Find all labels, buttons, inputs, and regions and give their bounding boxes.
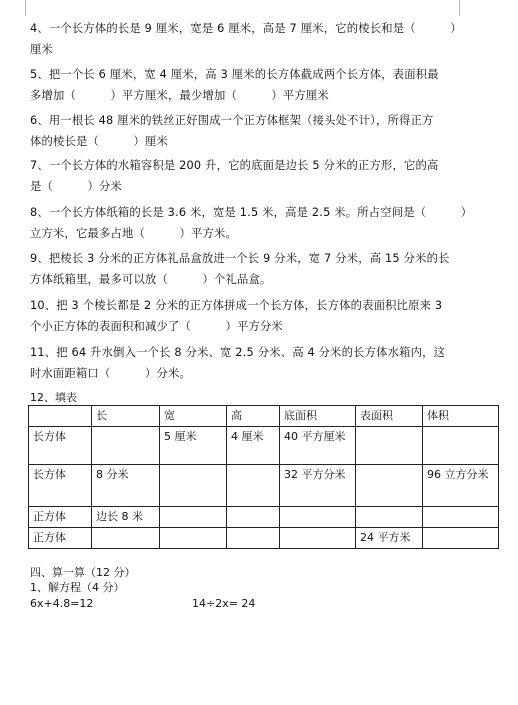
top-left-crop-mark (25, 0, 26, 16)
table-cell (227, 507, 280, 528)
question-line: 5、把一个长 6 厘米，宽 4 厘米，高 3 厘米的长方体截成两个长方体，表面积最 (30, 68, 439, 81)
question-9 (30, 248, 492, 290)
question-line: 时水面距箱口（ ）分米。 (30, 367, 191, 380)
question-4 (30, 18, 492, 60)
question-line: 个小正方体的表面积和减少了（ ）平方分米 (30, 320, 283, 333)
question-line: 厘米 (30, 43, 53, 56)
question-6 (30, 110, 492, 152)
table-cell (356, 507, 423, 528)
question-11 (30, 342, 492, 384)
table-cell: 24 平方米 (356, 528, 423, 549)
question-line: 方体纸箱里，最多可以放（ ）个礼品盒。 (30, 273, 272, 286)
question-10 (30, 295, 492, 337)
table-cell (160, 507, 227, 528)
section-4-title: 四、算一算（12 分） (30, 566, 136, 579)
table-cell (227, 465, 280, 507)
table-cell (92, 427, 160, 465)
table-row (29, 465, 499, 507)
table-cell: 40 平方厘米 (280, 427, 356, 465)
table-cell (160, 465, 227, 507)
fill-in-table (28, 405, 499, 549)
question-line: 6、用一根长 48 厘米的铁丝正好围成一个正方体框架（接头处不计），所得正方 (30, 114, 434, 127)
table-cell (356, 427, 423, 465)
table-row (29, 427, 499, 465)
table-cell: 4 厘米 (227, 427, 280, 465)
table-cell: 长方体 (29, 427, 92, 465)
table-cell: 5 厘米 (160, 427, 227, 465)
section-4-subtitle: 1、解方程（4 分） (30, 581, 125, 594)
question-7 (30, 155, 492, 197)
question-5 (30, 64, 492, 106)
table-header-cell: 长 (92, 406, 160, 427)
equation-2: 14÷2x= 24 (192, 597, 256, 610)
question-line: 10、把 3 个棱长都是 2 分米的正方体拼成一个长方体，长方体的表面积比原来 3 (30, 299, 443, 312)
table-cell: 正方体 (29, 528, 92, 549)
table-cell (423, 507, 499, 528)
table-title: 12、填表 (30, 391, 77, 404)
table-cell: 32 平方分米 (280, 465, 356, 507)
question-line: 7、一个长方体的水箱容积是 200 升，它的底面是边长 5 分米的正方形，它的高 (30, 159, 439, 172)
table-cell (280, 507, 356, 528)
question-line: 8、一个长方体纸箱的长是 3.6 米，宽是 1.5 米，高是 2.5 米。所占空间是（ ） (30, 206, 473, 219)
table-cell: 长方体 (29, 465, 92, 507)
table-row (29, 507, 499, 528)
table-cell (356, 465, 423, 507)
question-line: 是（ ）分米 (30, 180, 122, 193)
table-cell: 正方体 (29, 507, 92, 528)
question-8 (30, 202, 492, 244)
question-line: 9、把棱长 3 分米的正方体礼品盒放进一个长 9 分米，宽 7 分米，高 15 分米的长 (30, 252, 450, 265)
table-cell (160, 528, 227, 549)
table-cell (227, 528, 280, 549)
table-row (29, 528, 499, 549)
table-header-row (29, 406, 499, 427)
question-line: 11、把 64 升水倒入一个长 8 分米、宽 2.5 分米、高 4 分米的长方体水箱内，这 (30, 346, 446, 359)
table-header-cell: 宽 (160, 406, 227, 427)
question-line: 立方米，它最多占地（ ）平方米。 (30, 227, 237, 240)
question-line: 体的棱长是（ ）厘米 (30, 135, 168, 148)
table-cell: 边长 8 米 (92, 507, 160, 528)
table-cell: 8 分米 (92, 465, 160, 507)
table-header-cell: 体积 (423, 406, 499, 427)
table-cell: 96 立方分米 (423, 465, 499, 507)
question-line: 4、一个长方体的长是 9 厘米，宽是 6 厘米，高是 7 厘米，它的棱长和是（ ） (30, 22, 462, 35)
table-header-cell: 高 (227, 406, 280, 427)
table-cell (280, 528, 356, 549)
table-header-cell: 底面积 (280, 406, 356, 427)
table-cell (423, 528, 499, 549)
table-header-cell (29, 406, 92, 427)
table-cell (423, 427, 499, 465)
question-line: 多增加（ ）平方厘米，最少增加（ ）平方厘米 (30, 89, 329, 102)
top-right-crop-mark (459, 0, 460, 16)
equation-1: 6x+4.8=12 (30, 597, 94, 610)
table-cell (92, 528, 160, 549)
table-header-cell: 表面积 (356, 406, 423, 427)
